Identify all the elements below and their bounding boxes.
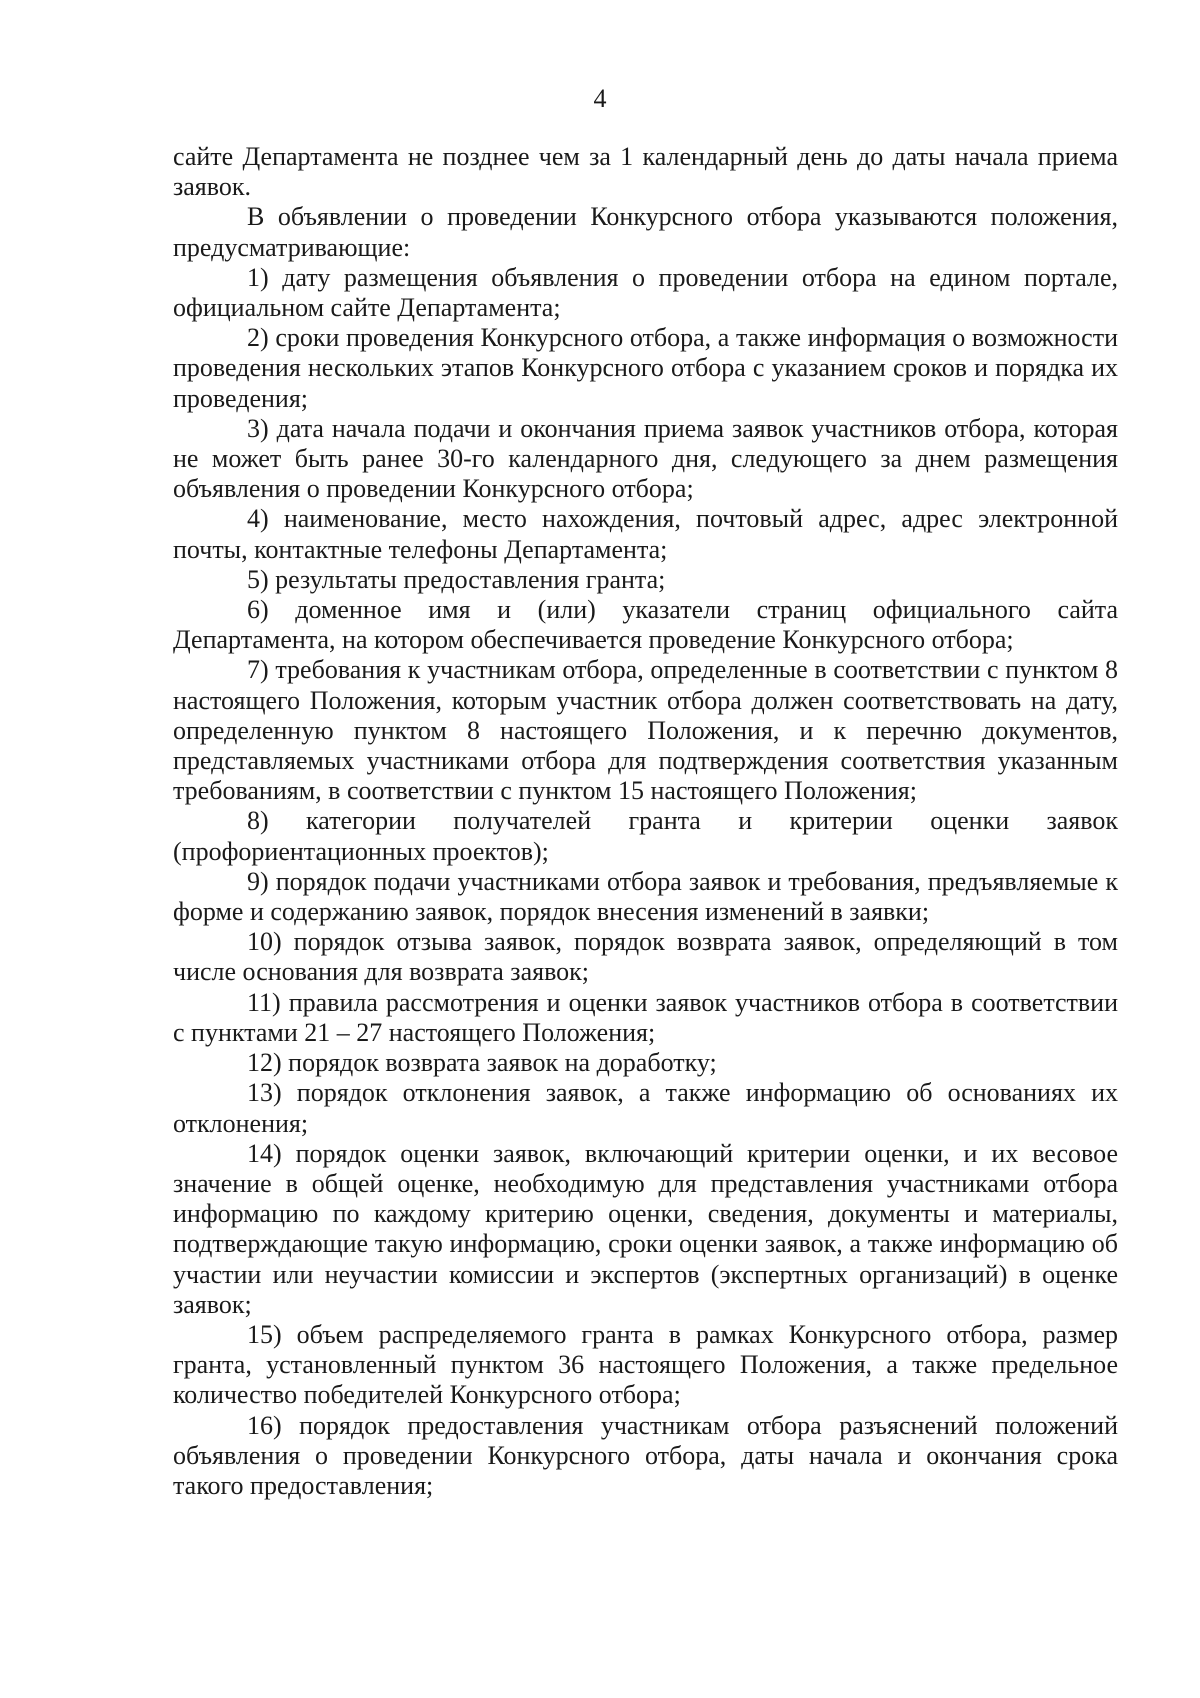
list-item-2: 2) сроки проведения Конкурсного отбора, а также информация о возможности проведения нескольких этапов Конкурсного отбора с указанием сроков и порядка их проведения; (173, 323, 1118, 413)
page-number: 4 (593, 84, 607, 113)
list-item-14: 14) порядок оценки заявок, включающий критерии оценки, и их весовое значение в общей оценке, необходимую для представления участниками отбора информацию по каждому критерию оценки, сведения, документы и материалы, подтверждающие такую информацию, сроки оценки заявок, а также информацию об участии или неучастии комиссии и экспертов (экспертных организаций) в оценке заявок; (173, 1138, 1118, 1319)
list-item-9: 9) порядок подачи участниками отбора заявок и требования, предъявляемые к форме и содержанию заявок, порядок внесения изменений в заявки; (173, 866, 1118, 927)
list-item-12: 12) порядок возврата заявок на доработку; (247, 1048, 717, 1078)
list-item-8: 8) категории получателей гранта и критерии оценки заявок (профориентационных проектов); (173, 806, 1118, 866)
paragraph-continuation: сайте Департамента не позднее чем за 1 календарный день до даты начала приема заявок. (173, 142, 1118, 202)
list-item-1: 1) дату размещения объявления о проведении отбора на едином портале, официальном сайте Департамента; (173, 262, 1118, 323)
list-item-6: 6) доменное имя и (или) указатели страниц официального сайта Департамента, на котором обеспечивается проведение Конкурсного отбора; (173, 595, 1118, 655)
paragraph-intro: В объявлении о проведении Конкурсного отбора указываются положения, предусматривающие: (173, 202, 1118, 262)
list-item-3: 3) дата начала подачи и окончания приема заявок участников отбора, которая не может быть ранее 30-го календарного дня, следующего за днем размещения объявления о проведении Конкурсного отбора; (173, 413, 1118, 504)
list-item-13: 13) порядок отклонения заявок, а также информацию об основаниях их отклонения; (173, 1078, 1118, 1138)
list-item-11: 11) правила рассмотрения и оценки заявок участников отбора в соответствии с пунктами 21 – 27 настоящего Положения; (173, 987, 1118, 1047)
list-item-16: 16) порядок предоставления участникам отбора разъяснений положений объявления о проведении Конкурсного отбора, даты начала и окончания срока такого предоставления; (173, 1410, 1118, 1500)
list-item-5: 5) результаты предоставления гранта; (247, 564, 666, 594)
list-item-7: 7) требования к участникам отбора, определенные в соответствии с пунктом 8 настоящего Положения, которым участник отбора должен соответствовать на дату, определенную пунктом 8 настоящего Положения, и к перечню документов, представляемых участниками отбора для подтверждения соответствия указанным требованиям, в соответствии с пунктом 15 настоящего Положения; (173, 655, 1118, 806)
document-body (173, 142, 1118, 1501)
list-item-10: 10) порядок отзыва заявок, порядок возврата заявок, определяющий в том числе основания для возврата заявок; (173, 927, 1118, 987)
list-item-15: 15) объем распределяемого гранта в рамках Конкурсного отбора, размер гранта, установленный пунктом 36 настоящего Положения, а также предельное количество победителей Конкурсного отбора; (173, 1319, 1118, 1410)
list-item-4: 4) наименование, место нахождения, почтовый адрес, адрес электронной почты, контактные телефоны Департамента; (173, 504, 1118, 564)
